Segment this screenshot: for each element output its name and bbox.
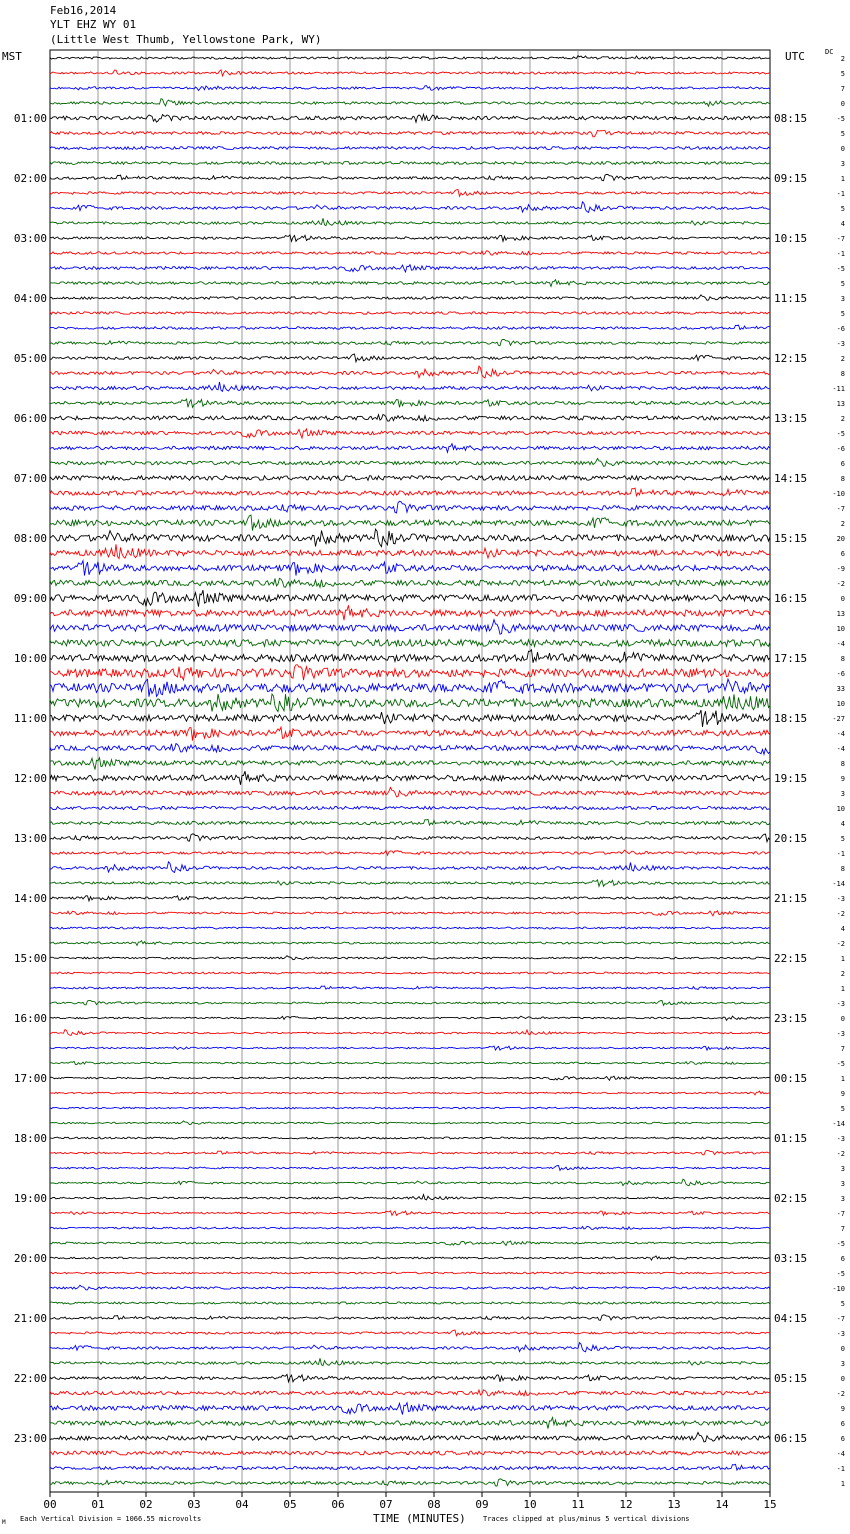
seismic-trace [50,1358,770,1365]
seismic-trace [50,1256,770,1260]
seismic-trace [50,202,770,213]
dc-offset-label: 4 [840,820,845,828]
x-tick-label: 12 [619,1498,633,1511]
dc-offset-label: 2 [840,520,845,528]
dc-offset-label: 0 [840,1345,845,1353]
mst-hour-label: 14:00 [13,892,47,905]
seismic-trace [50,771,770,785]
seismic-trace [50,515,770,531]
dc-offset-label: 6 [840,550,845,558]
x-tick-label: 15 [763,1498,777,1511]
seismic-trace [50,265,770,272]
mst-hour-label: 02:00 [13,172,47,185]
x-tick-label: 06 [331,1498,345,1511]
seismic-trace [50,429,770,438]
dc-offset-label: 9 [840,775,845,783]
seismic-trace [50,1390,770,1396]
seismic-trace [50,896,770,901]
utc-hour-label: 23:15 [774,1012,808,1025]
seismic-trace [50,280,770,287]
seismic-trace [50,444,770,453]
seismic-trace [50,1195,770,1200]
seismic-trace [50,1061,770,1064]
seismic-trace [50,1272,770,1274]
dc-offset-label: 1 [840,955,845,963]
utc-hour-label: 17:15 [774,652,808,665]
dc-offset-label: -10 [832,1285,845,1293]
dc-offset-label: 3 [840,1360,845,1368]
dc-offset-label: 6 [840,460,845,468]
dc-offset-label: 8 [840,655,845,663]
seismic-trace [50,56,770,60]
x-tick-label: 05 [283,1498,297,1511]
seismic-trace [50,354,770,362]
dc-offset-label: -3 [836,1135,845,1143]
dc-offset-label: -6 [836,445,845,453]
dc-offset-label: 5 [840,70,845,78]
dc-offset-label: -6 [836,325,845,333]
dc-offset-label: -7 [836,1210,845,1218]
utc-hour-label: 13:15 [774,412,808,425]
seismic-trace [50,1179,770,1186]
dc-offset-label: 6 [840,1255,845,1263]
seismic-trace [50,850,770,855]
dc-offset-label: 1 [840,985,845,993]
mst-hour-label: 13:00 [13,832,47,845]
seismic-trace [50,114,770,122]
seismic-trace [50,235,770,241]
seismic-trace [50,130,770,137]
dc-offset-label: 1 [840,1075,845,1083]
dc-offset-label: 2 [840,355,845,363]
dc-offset-label: 3 [840,790,845,798]
mst-hour-label: 22:00 [13,1372,47,1385]
mst-hour-label: 01:00 [13,112,47,125]
seismic-trace [50,339,770,345]
seismic-trace [50,1150,770,1155]
dc-offset-label: 9 [840,1405,845,1413]
x-tick-label: 14 [715,1498,729,1511]
mst-hour-label: 23:00 [13,1432,47,1445]
mst-hour-label: 16:00 [13,1012,47,1025]
utc-hour-label: 06:15 [774,1432,808,1445]
utc-hour-label: 22:15 [774,952,808,965]
dc-offset-label: 2 [840,55,845,63]
seismic-trace [50,501,770,513]
seismic-trace [50,972,770,974]
dc-offset-label: 8 [840,475,845,483]
seismic-trace [50,665,770,680]
seismic-trace [50,1285,770,1290]
x-tick-label: 01 [91,1498,105,1511]
dc-offset-label: 10 [836,700,845,708]
utc-hour-label: 05:15 [774,1372,808,1385]
utc-hour-label: 16:15 [774,592,808,605]
x-tick-label: 00 [43,1498,57,1511]
dc-offset-label: 10 [836,625,845,633]
seismic-trace [50,1418,770,1429]
mst-hour-label: 18:00 [13,1132,47,1145]
seismic-trace [50,174,770,180]
utc-hour-label: 00:15 [774,1072,808,1085]
seismic-trace [50,1016,770,1020]
seismic-trace [50,1315,770,1320]
dc-offset-label: 0 [840,595,845,603]
seismic-trace [50,1343,770,1352]
dc-offset-label: 9 [840,1090,845,1098]
dc-offset-label: 10 [836,805,845,813]
seismic-trace [50,86,770,91]
seismic-trace [50,758,770,770]
seismic-trace [50,251,770,255]
x-tick-label: 13 [667,1498,681,1511]
seismic-trace [50,1433,770,1442]
seismic-trace [50,1076,770,1080]
dc-offset-label: -9 [836,565,845,573]
dc-offset-label: -1 [836,250,845,258]
dc-label: DC [825,48,834,56]
seismic-trace [50,1121,770,1125]
seismic-trace [50,325,770,330]
seismic-traces [50,56,770,1486]
seismic-trace [50,620,770,635]
dc-offset-label: -27 [832,715,845,723]
dc-offset-label: 5 [840,1300,845,1308]
seismic-trace [50,640,770,647]
dc-offset-label: 7 [840,1225,845,1233]
seismic-trace [50,70,770,76]
mst-hour-label: 11:00 [13,712,47,725]
dc-offset-label: 13 [836,610,845,618]
corner-mark: M [2,1519,6,1526]
seismic-trace [50,458,770,466]
dc-offset-label: -7 [836,1315,845,1323]
seismic-trace [50,1374,770,1381]
utc-hour-label: 20:15 [774,832,808,845]
seismic-trace [50,862,770,873]
dc-offset-label: -3 [836,895,845,903]
seismic-trace [50,1030,770,1036]
dc-offset-label: 5 [840,310,845,318]
mst-hour-label: 17:00 [13,1072,47,1085]
mst-hour-label: 06:00 [13,412,47,425]
dc-offset-label: -7 [836,505,845,513]
seismic-trace [50,694,770,712]
dc-offset-label: 5 [840,130,845,138]
dc-offset-label: 0 [840,1375,845,1383]
x-tick-label: 07 [379,1498,393,1511]
dc-offset-label: -1 [836,190,845,198]
dc-offset-label: 3 [840,295,845,303]
utc-hour-label: 12:15 [774,352,808,365]
seismic-trace [50,727,770,741]
dc-offset-label: -5 [836,1270,845,1278]
dc-offset-label: -5 [836,265,845,273]
mst-hour-label: 03:00 [13,232,47,245]
seismic-trace [50,544,770,558]
seismic-trace [50,911,770,916]
seismic-trace [50,941,770,946]
seismic-trace [50,880,770,886]
dc-offset-label: -3 [836,1000,845,1008]
dc-offset-label: 8 [840,760,845,768]
seismic-trace [50,710,770,727]
dc-offset-label: 1 [840,1480,845,1488]
seismic-trace [50,1451,770,1455]
mst-hour-label: 21:00 [13,1312,47,1325]
utc-axis-label: UTC [785,50,805,63]
mst-hour-label: 05:00 [13,352,47,365]
dc-offset-label: -2 [836,940,845,948]
dc-offset-label: -6 [836,670,845,678]
mst-hour-label: 09:00 [13,592,47,605]
utc-hour-label: 14:15 [774,472,808,485]
seismic-trace [50,679,770,697]
seismic-trace [50,1107,770,1109]
station-code: YLT EHZ WY 01 [50,18,137,31]
dc-offset-label: 7 [840,85,845,93]
dc-offset-label: 13 [836,400,845,408]
mst-hour-label: 12:00 [13,772,47,785]
seismic-trace [50,744,770,755]
mst-hour-label: 04:00 [13,292,47,305]
dc-offset-label: -1 [836,1465,845,1473]
dc-offset-label: 2 [840,415,845,423]
dc-offset-label: 5 [840,1105,845,1113]
seismic-trace [50,366,770,378]
utc-hour-label: 08:15 [774,112,808,125]
dc-offset-label: 0 [840,1015,845,1023]
seismic-trace [50,605,770,620]
dc-offset-label: 20 [836,535,845,543]
dc-offset-label: -11 [832,385,845,393]
utc-hour-label: 21:15 [774,892,808,905]
seismic-trace [50,312,770,315]
seismic-trace [50,1241,770,1246]
dc-offset-label: 3 [840,1195,845,1203]
seismic-trace [50,1330,770,1336]
dc-offset-label: -2 [836,1150,845,1158]
dc-offset-label: 2 [840,970,845,978]
x-tick-label: 10 [523,1498,537,1511]
utc-hour-label: 11:15 [774,292,808,305]
dc-offset-label: 5 [840,835,845,843]
mst-hour-label: 10:00 [13,652,47,665]
seismic-trace [50,788,770,797]
seismic-trace [50,927,770,929]
seismic-trace [50,1403,770,1415]
utc-hour-label: 18:15 [774,712,808,725]
seismic-trace [50,1464,770,1470]
dc-offset-label: 6 [840,1435,845,1443]
dc-offset-label: -3 [836,340,845,348]
seismic-trace [50,1137,770,1139]
utc-hour-label: 02:15 [774,1192,808,1205]
axis-labels [14,55,845,1511]
dc-offset-label: 1 [840,175,845,183]
x-tick-label: 04 [235,1498,249,1511]
dc-offset-label: 3 [840,1165,845,1173]
dc-offset-label: -7 [836,235,845,243]
seismic-trace [50,147,770,150]
dc-offset-label: -4 [836,730,845,738]
mst-hour-label: 08:00 [13,532,47,545]
seismic-trace [50,578,770,587]
seismic-trace [50,382,770,392]
x-axis-title: TIME (MINUTES) [373,1512,466,1525]
dc-offset-label: 6 [840,1420,845,1428]
x-tick-label: 02 [139,1498,153,1511]
dc-offset-label: 3 [840,1180,845,1188]
station-location: (Little West Thumb, Yellowstone Park, WY) [50,33,322,46]
dc-offset-label: 5 [840,280,845,288]
seismic-trace [50,1479,770,1486]
dc-offset-label: -14 [832,1120,845,1128]
dc-offset-label: 8 [840,370,845,378]
seismic-trace [50,819,770,825]
seismic-trace [50,1211,770,1216]
seismic-trace [50,806,770,809]
dc-offset-label: -1 [836,850,845,858]
mst-hour-label: 07:00 [13,472,47,485]
dc-offset-label: -3 [836,1030,845,1038]
seismic-trace [50,650,770,663]
seismic-trace [50,415,770,422]
dc-offset-label: -5 [836,115,845,123]
seismic-trace [50,1046,770,1050]
seismic-trace [50,1091,770,1095]
seismic-trace [50,561,770,576]
dc-offset-label: 4 [840,925,845,933]
utc-hour-label: 01:15 [774,1132,808,1145]
seismic-trace [50,590,770,606]
dc-offset-label: 3 [840,160,845,168]
dc-offset-label: -4 [836,745,845,753]
seismic-trace [50,1302,770,1304]
seismic-trace [50,834,770,842]
seismic-trace [50,399,770,407]
dc-offset-label: -3 [836,1330,845,1338]
seismic-trace [50,529,770,547]
x-tick-label: 11 [571,1498,585,1511]
utc-hour-label: 15:15 [774,532,808,545]
dc-offset-label: 33 [836,685,845,693]
clip-note: Traces clipped at plus/minus 5 vertical divisions [483,1515,690,1523]
dc-offset-label: -2 [836,910,845,918]
plot-date: Feb16,2014 [50,4,117,17]
seismic-trace [50,99,770,107]
seismic-trace [50,956,770,960]
mst-axis-label: MST [2,50,22,63]
utc-hour-label: 19:15 [774,772,808,785]
dc-offset-label: -5 [836,430,845,438]
x-tick-label: 03 [187,1498,201,1511]
dc-offset-label: -5 [836,1240,845,1248]
scale-note: Each Vertical Division = 1066.55 microvolts [20,1515,202,1523]
dc-offset-label: -4 [836,640,845,648]
dc-offset-label: -10 [832,490,845,498]
dc-offset-label: -2 [836,1390,845,1398]
utc-hour-label: 04:15 [774,1312,808,1325]
seismic-trace [50,1000,770,1005]
dc-offset-label: -5 [836,1060,845,1068]
mst-hour-label: 19:00 [13,1192,47,1205]
seismic-trace [50,488,770,496]
dc-offset-label: -14 [832,880,845,888]
dc-offset-label: 0 [840,100,845,108]
dc-offset-label: 5 [840,205,845,213]
dc-offset-label: 8 [840,865,845,873]
seismic-trace [50,1226,770,1229]
utc-hour-label: 10:15 [774,232,808,245]
x-tick-label: 08 [427,1498,441,1511]
x-tick-label: 09 [475,1498,489,1511]
mst-hour-label: 15:00 [13,952,47,965]
dc-offset-label: 7 [840,1045,845,1053]
utc-hour-label: 03:15 [774,1252,808,1265]
dc-offset-label: 0 [840,145,845,153]
seismic-trace [50,218,770,225]
seismic-trace [50,162,770,165]
utc-hour-label: 09:15 [774,172,808,185]
seismic-trace [50,1166,770,1171]
dc-offset-label: 4 [840,220,845,228]
dc-offset-label: -4 [836,1450,845,1458]
mst-hour-label: 20:00 [13,1252,47,1265]
seismic-trace [50,986,770,990]
seismic-trace [50,476,770,481]
seismic-trace [50,295,770,301]
dc-offset-label: -2 [836,580,845,588]
seismic-trace [50,190,770,197]
